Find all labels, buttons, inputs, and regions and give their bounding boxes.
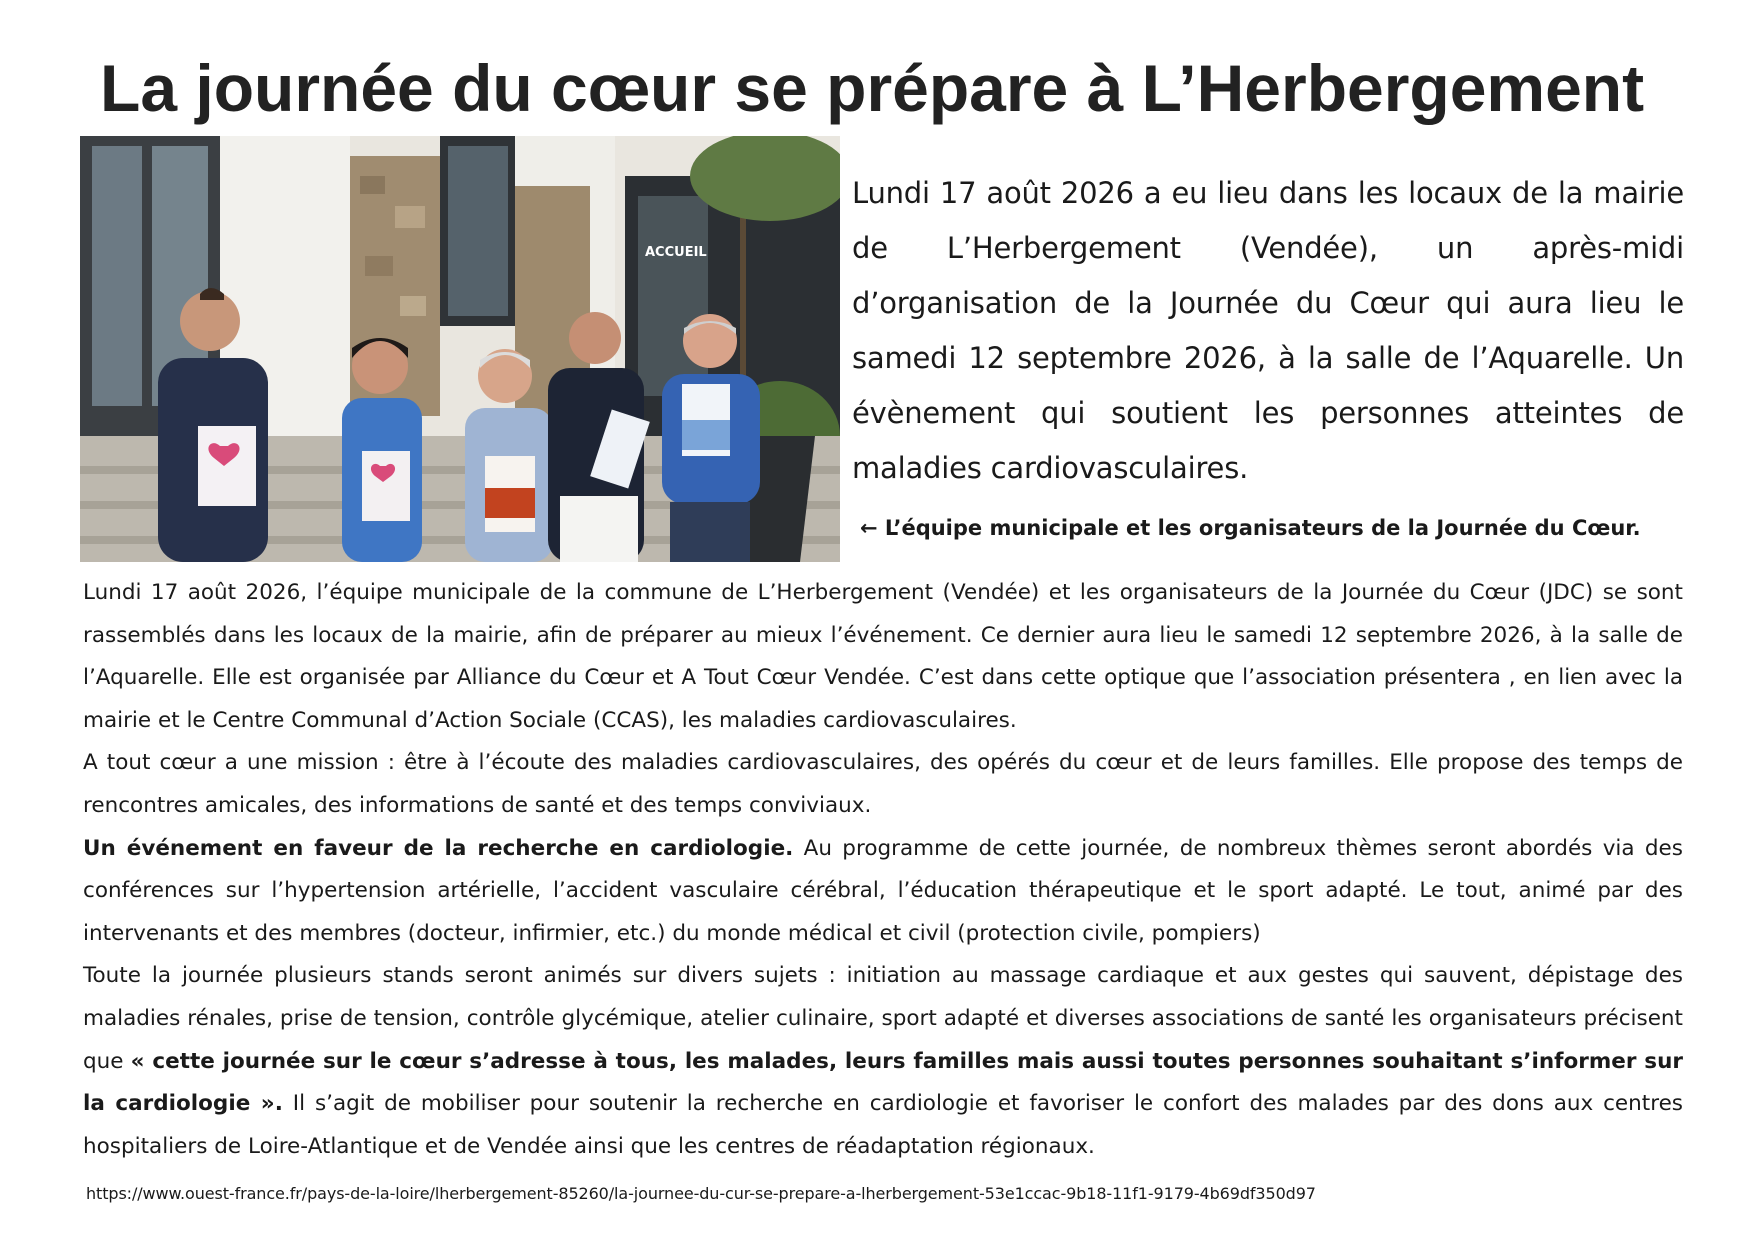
group-photo xyxy=(80,136,840,562)
paragraph-3-text: Au programme de cette journée, de nombreux thèmes seront abordés via des conférences sur l’hypertension artérielle, l’accident vasculaire cérébral, l’éducation thérapeutique et le sport adapté. Le tout, animé par des intervenants et des membres (docteur, infirmier, etc.) du monde médical et civil (protection civile, pompiers) xyxy=(83,835,1683,946)
article-paragraph-1: Lundi 17 août 2026, l’équipe municipale de la commune de L’Herbergement (Vendée) et les organisateurs de la Journée du Cœur (JDC) se sont rassemblés dans les locaux de la mairie, afin de préparer au mieux l’événement. Ce dernier aura lieu le samedi 12 septembre 2026, à la salle de l’Aquarelle. Elle est organisée par Alliance du Cœur et A Tout Cœur Vendée. C’est dans cette optique que l’association présentera , en lien avec la mairie et le Centre Communal d’Action Sociale (CCAS), les maladies cardiovasculaires. xyxy=(83,580,1683,733)
article-body xyxy=(83,572,1683,1168)
article-paragraph-4 xyxy=(83,955,1683,1168)
accueil-sign: ACCUEIL xyxy=(645,245,707,260)
caption-text: L’équipe municipale et les organisateurs de la Journée du Cœur. xyxy=(884,516,1641,540)
organizers-quote: « cette journée sur le cœur s’adresse à tous, les malades, leurs familles mais aussi toutes personnes souhaitant s’informer sur la cardiologie ». xyxy=(83,1048,1683,1117)
section-heading: Un événement en faveur de la recherche en cardiologie. xyxy=(83,835,794,861)
photo-caption xyxy=(860,512,1680,544)
article-headline: La journée du cœur se prépare à L’Herbergement xyxy=(100,51,1645,125)
arrow-left-icon: ← xyxy=(860,516,878,540)
paragraph-4-text-1: Toute la journée plusieurs stands seront animés sur divers sujets : initiation au massage cardiaque et aux gestes qui sauvent, dépistage des maladies rénales, prise de tension, contrôle glycémique, atelier culinaire, sport adapté et diverses associations de santé les organisateurs précisent que xyxy=(83,963,1683,1074)
lead-paragraph: Lundi 17 août 2026 a eu lieu dans les locaux de la mairie de L’Herbergement (Vendée), un après-midi d’organisation de la Journée du Cœur qui aura lieu le samedi 12 septembre 2026, à la salle de l’Aquarelle. Un évènement qui soutient les personnes atteintes de maladies cardiovasculaires. xyxy=(852,176,1684,485)
paragraph-4-text-2: Il s’agit de mobiliser pour soutenir la recherche en cardiologie et favoriser le confort des malades par des dons aux centres hospitaliers de Loire-Atlantique et de Vendée ainsi que les centres de réadaptation régionaux. xyxy=(83,1091,1683,1159)
article-paragraph-3 xyxy=(83,828,1683,956)
article-paragraph-2: A tout cœur a une mission : être à l’écoute des maladies cardiovasculaires, des opérés du cœur et de leurs familles. Elle propose des temps de rencontres amicales, des informations de santé et des temps conviviaux. xyxy=(83,750,1683,818)
source-url[interactable]: https://www.ouest-france.fr/pays-de-la-loire/lherbergement-85260/la-journee-du-cur-se-prepare-a-lherbergement-53e1ccac-9b18-11f1-9179-4b69df350d97 xyxy=(86,1184,1316,1203)
